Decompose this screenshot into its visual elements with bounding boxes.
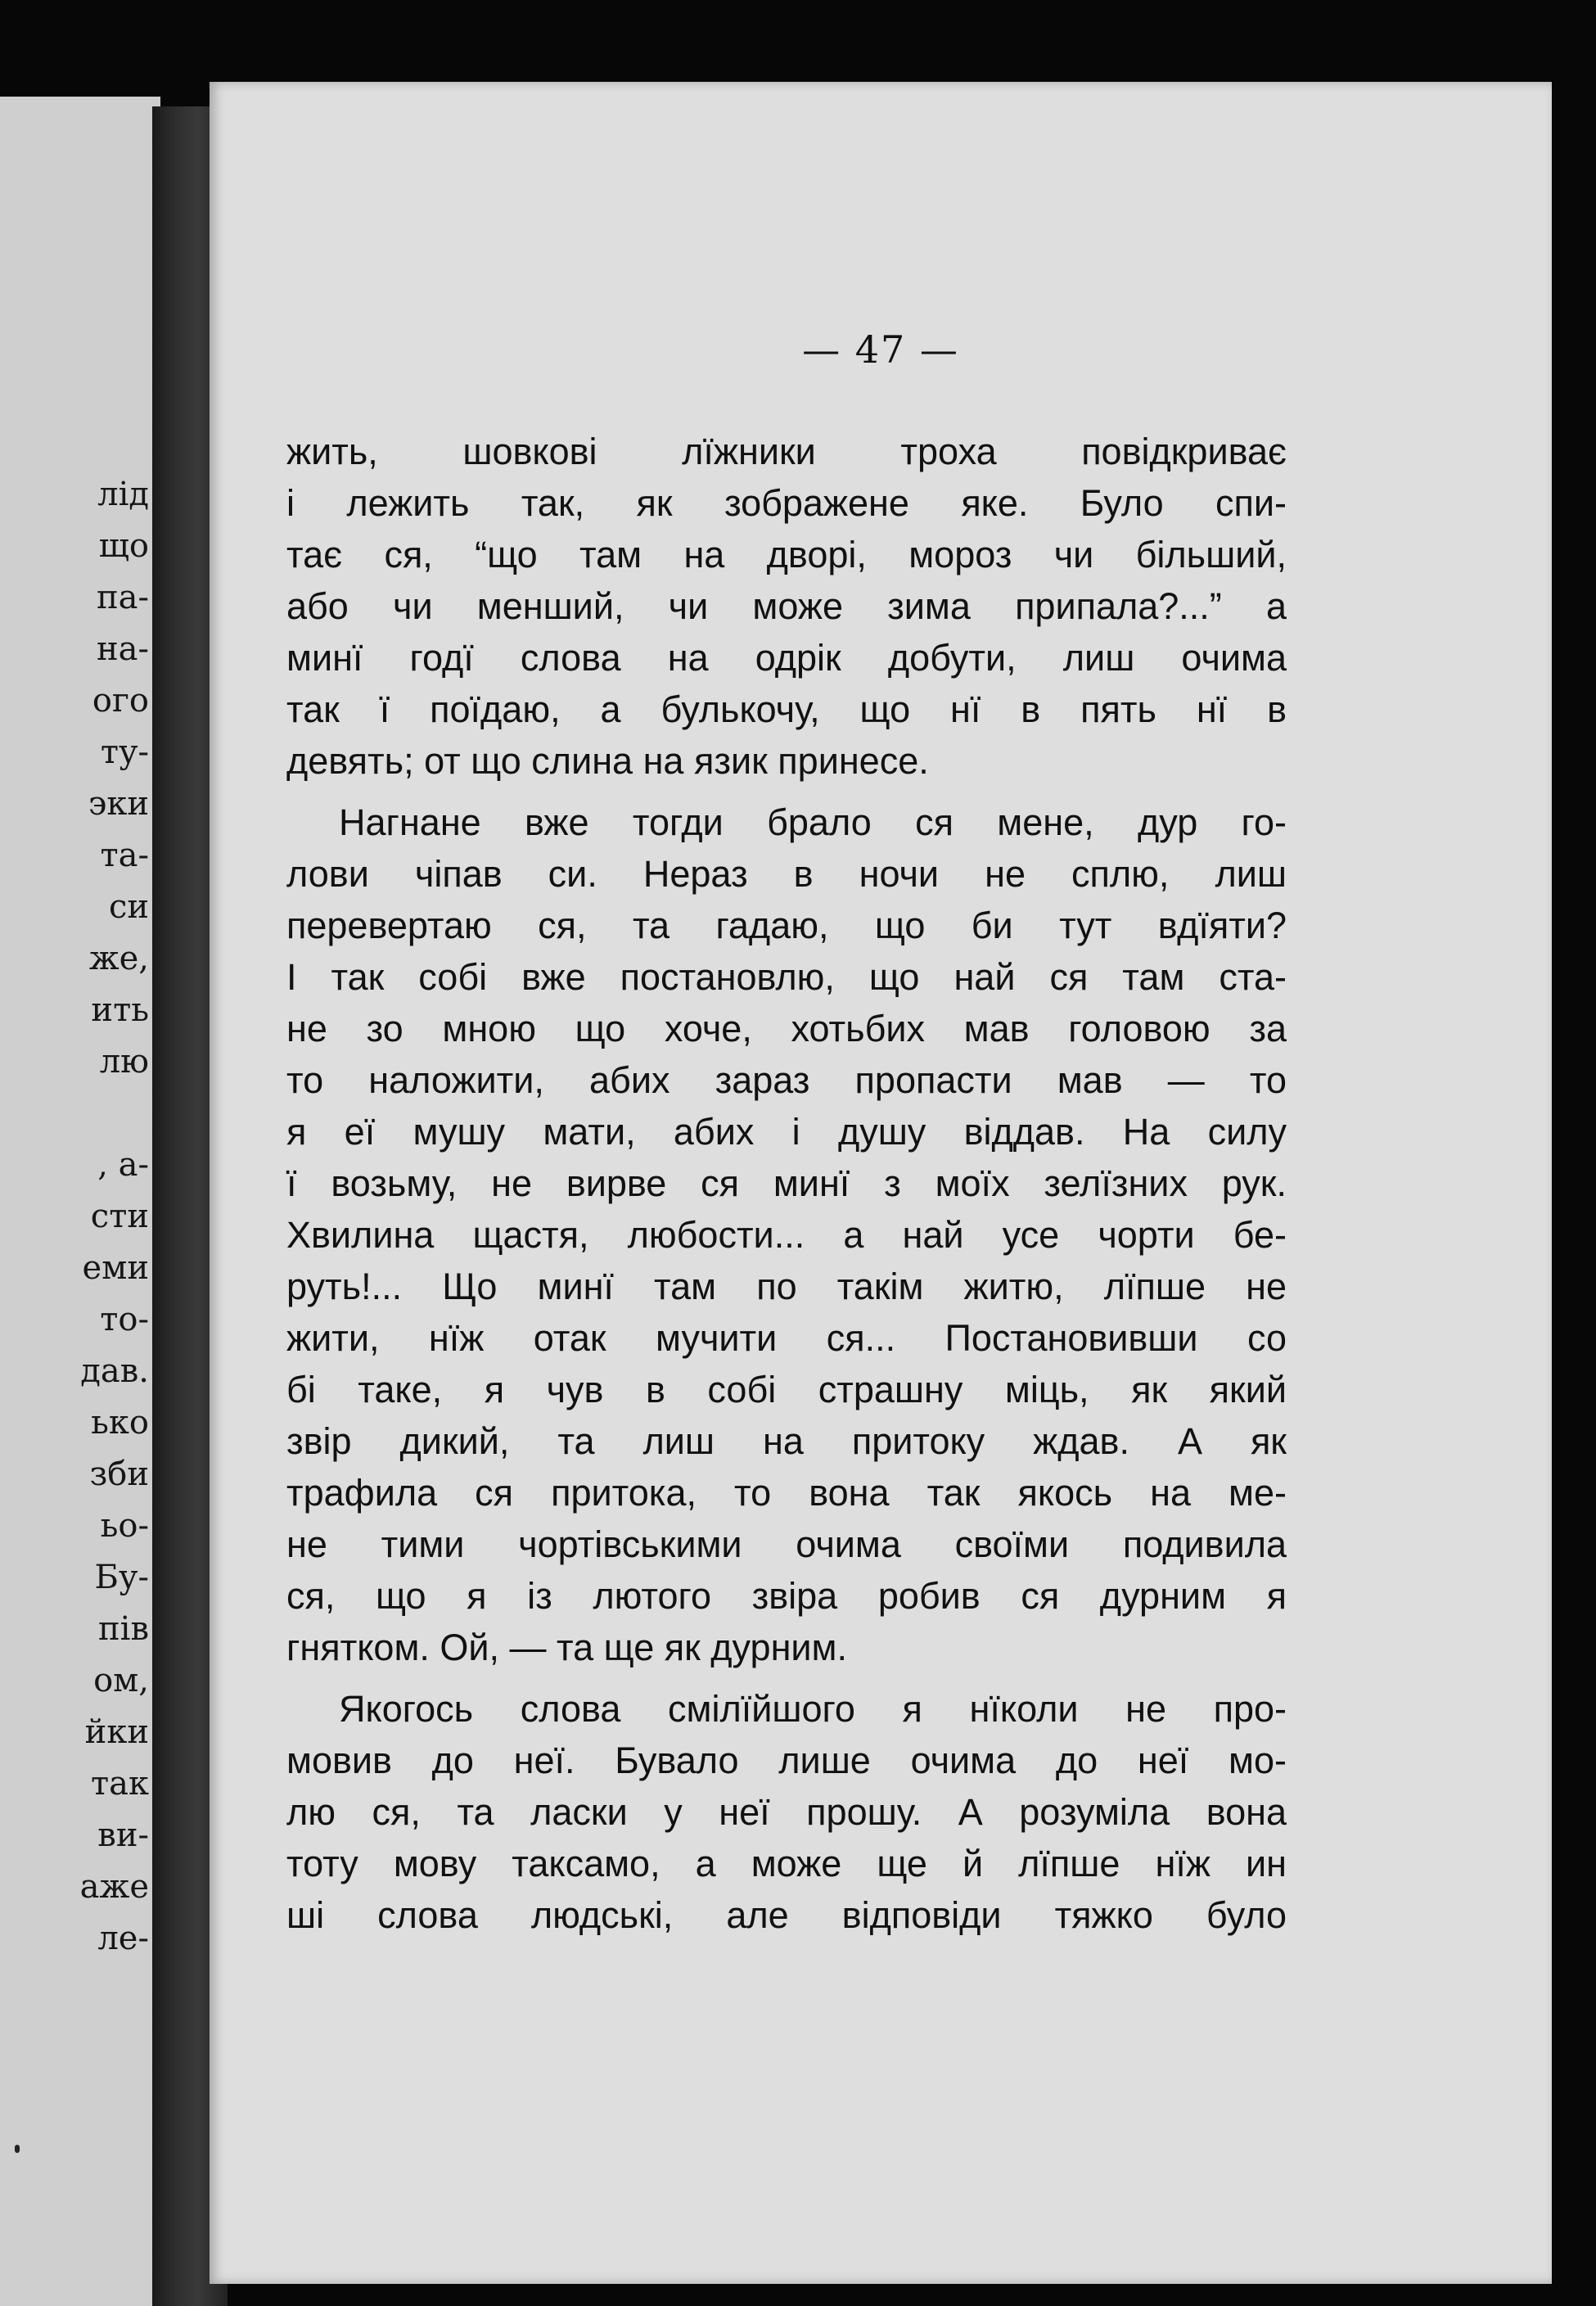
previous-page-line: си: [108, 888, 149, 926]
previous-page-line: на-: [96, 630, 149, 668]
text-line: трафила ся притока, то вона так якось на ме-: [286, 1472, 1287, 1514]
text-line: руть!... Що минї там по такім житю, лїпше не: [286, 1266, 1287, 1307]
paragraph: [286, 1683, 1287, 1941]
text-line: не тими чортівськими очима своїми подивила: [286, 1523, 1287, 1565]
previous-page-fragments: [80, 469, 149, 1965]
page-number: — 47 —: [802, 327, 959, 372]
previous-page-line: аже: [79, 1868, 149, 1906]
text-line: девять; от що слина на язик принесе.: [286, 740, 929, 782]
previous-page-line: пів: [98, 1610, 149, 1648]
text-line: то наложити, абих зараз пропасти мав — то: [286, 1059, 1287, 1101]
text-line: так ї поїдаю, а булькочу, що нї в пять нї в: [286, 688, 1287, 730]
previous-page-line: та-: [100, 837, 149, 874]
text-line: жить, шовкові лїжники троха повідкриває: [286, 431, 1287, 472]
previous-page-line: еми: [82, 1249, 149, 1287]
previous-page-line: ого: [92, 682, 149, 720]
text-line: тає ся, “що там на дворі, мороз чи більший,: [286, 534, 1287, 575]
text-line: і лежить так, як зображене яке. Було спи-: [286, 482, 1287, 524]
text-line: Нагнане вже тогди брало ся мене, дур го-: [339, 801, 1287, 843]
previous-page-line: [80, 1088, 149, 1139]
text-line: мовив до неї. Бувало лише очима до неї мо-: [286, 1740, 1287, 1781]
previous-page-line: ить: [91, 991, 149, 1029]
previous-page-line: лю: [99, 1043, 149, 1081]
text-line: бі таке, я чув в собі страшну міць, як який: [286, 1369, 1287, 1410]
previous-page-line: що: [98, 527, 149, 565]
text-line: ся, що я із лютого звіра робив ся дурним я: [286, 1575, 1287, 1617]
film-speck: [15, 2145, 20, 2153]
previous-page-line: ьо-: [100, 1507, 149, 1545]
previous-page-line: , а-: [97, 1146, 149, 1184]
previous-page-line: ту-: [100, 733, 149, 771]
paragraph: [286, 796, 1287, 1673]
text-line: Якогось слова смілїйшого я нїколи не про-: [339, 1688, 1287, 1730]
previous-page-line: ви-: [97, 1816, 149, 1854]
previous-page-line: эки: [88, 785, 149, 823]
previous-page-line: Бу-: [94, 1559, 149, 1596]
text-line: не зо мною що хоче, хотьбих мав головою за: [286, 1008, 1287, 1049]
text-line: Хвилина щастя, любости... а най усе чорти бе-: [286, 1214, 1287, 1256]
previous-page-line: же,: [88, 940, 149, 977]
text-line: гнятком. Ой, — та ще як дурним.: [286, 1627, 847, 1668]
text-line: тоту мову таксамо, а може ще й лїпше нїж ин: [286, 1843, 1287, 1884]
book-page: [210, 82, 1552, 2284]
previous-page-line: ле-: [97, 1920, 149, 1957]
text-line: минї годї слова на одрік добути, лиш очима: [286, 637, 1287, 679]
text-line: я еї мушу мати, абих і душу віддав. На силу: [286, 1111, 1287, 1153]
text-line: лю ся, та ласки у неї прошу. А розуміла вона: [286, 1791, 1287, 1833]
text-line: І так собі вже постановлю, що най ся там ста-: [286, 956, 1287, 998]
previous-page-sliver: [0, 97, 160, 2306]
text-line: або чи менший, чи може зима припала?...” а: [286, 585, 1287, 627]
previous-page-line: ько: [91, 1404, 149, 1442]
paragraph: [286, 426, 1287, 787]
page-body-text: [286, 426, 1287, 1951]
previous-page-line: па-: [96, 579, 149, 616]
previous-page-line: йки: [84, 1713, 149, 1751]
previous-page-line: так: [91, 1765, 149, 1803]
previous-page-line: зби: [89, 1455, 149, 1493]
text-line: перевертаю ся, та гадаю, що би тут вдїяти?: [286, 905, 1287, 946]
text-line: жити, нїж отак мучити ся... Постановивши со: [286, 1317, 1287, 1359]
text-line: звір дикий, та лиш на притоку ждав. А як: [286, 1420, 1287, 1462]
previous-page-line: ом,: [93, 1662, 149, 1699]
previous-page-line: лід: [97, 476, 149, 513]
text-line: ї возьму, не вирве ся минї з моїх зелїзних рук.: [286, 1162, 1287, 1204]
text-line: лови чіпав си. Нераз в ночи не сплю, лиш: [286, 853, 1287, 895]
previous-page-line: то-: [100, 1301, 149, 1338]
text-line: ші слова людські, але відповіди тяжко було: [286, 1894, 1287, 1936]
previous-page-line: сти: [90, 1198, 149, 1235]
previous-page-line: дав.: [80, 1352, 149, 1390]
